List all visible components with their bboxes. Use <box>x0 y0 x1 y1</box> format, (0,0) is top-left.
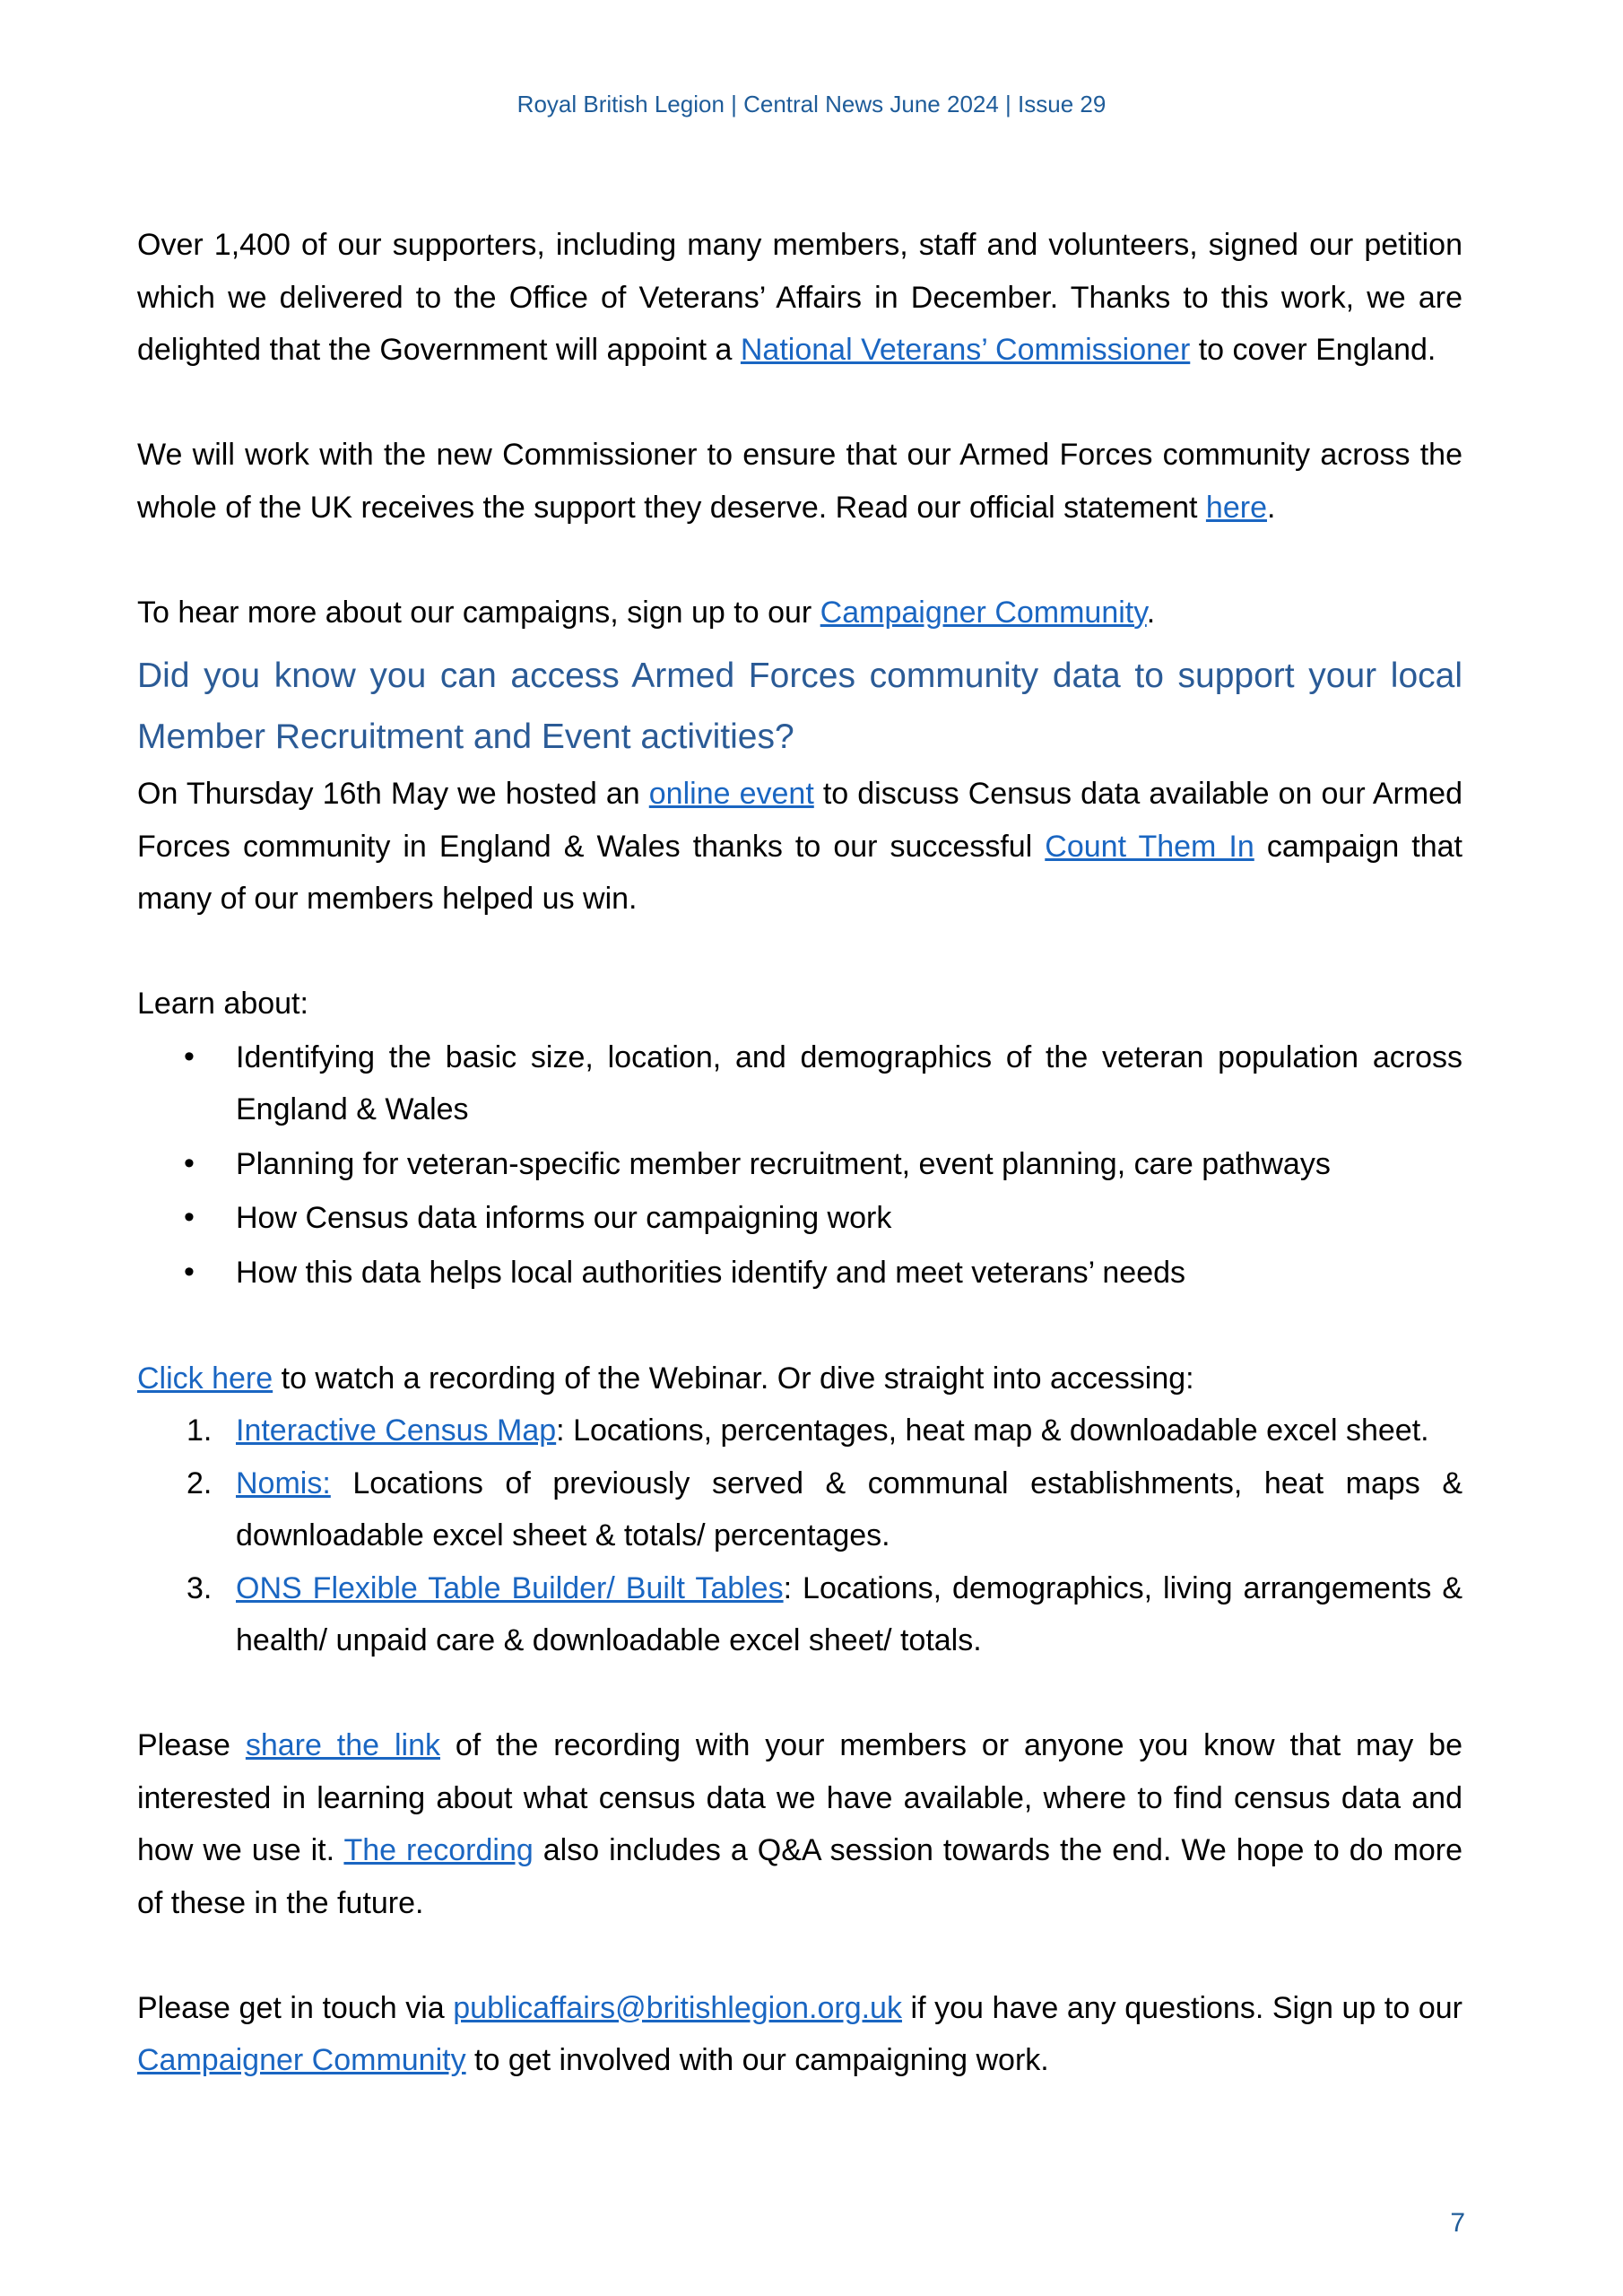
list-item-text: : Locations, demographics, living arrangements & health/ unpaid care & downloadable excel sheet/ totals. <box>236 1570 1462 1657</box>
learn-about-intro: Learn about: <box>137 987 308 1021</box>
list-item <box>137 1246 1462 1300</box>
list-item-text: Identifying the basic size, location, and demographics of the veteran population across England & Wales <box>236 1039 1462 1126</box>
bullet-icon: • <box>184 1254 195 1289</box>
interactive-census-map-link[interactable]: Interactive Census Map <box>236 1413 557 1448</box>
running-header: Royal British Legion | Central News June 2024 | Issue 29 <box>516 91 1107 117</box>
paragraph-text: campaign that many of our members helped us win. <box>137 829 1462 916</box>
list-item <box>137 1191 1462 1246</box>
list-number: 1. <box>187 1413 213 1448</box>
paragraph-text: Please get in touch via <box>137 1990 454 2025</box>
spacer <box>137 926 1462 978</box>
paragraph-campaigns <box>137 587 1462 639</box>
paragraph-text: . <box>1266 490 1276 525</box>
page-number: 7 <box>1450 2208 1465 2238</box>
campaigner-community-link[interactable]: Campaigner Community <box>137 2043 466 2077</box>
online-event-link[interactable]: online event <box>648 777 814 811</box>
paragraph-commissioner <box>137 219 1462 377</box>
list-number: 3. <box>187 1570 213 1605</box>
count-them-in-link[interactable]: Count Them In <box>1045 829 1254 864</box>
list-item <box>137 1457 1462 1562</box>
list-item <box>137 1137 1462 1192</box>
paragraph-share <box>137 1719 1462 1929</box>
bullet-icon: • <box>184 1039 195 1074</box>
paragraph-text: . <box>1146 595 1156 630</box>
spacer <box>137 1300 1462 1352</box>
paragraph-text: to watch a recording of the Webinar. Or dive straight into accessing: <box>273 1361 1194 1396</box>
email-link[interactable]: publicaffairs@britishlegion.org.uk <box>453 1990 902 2025</box>
paragraph-text: To hear more about our campaigns, sign up to our <box>137 595 820 630</box>
list-item-text: How Census data informs our campaigning work <box>236 1201 892 1235</box>
official-statement-link[interactable]: here <box>1205 490 1267 525</box>
list-item-text: How this data helps local authorities identify and meet veterans’ needs <box>236 1255 1186 1290</box>
paragraph-text: On Thursday 16th May we hosted an <box>137 777 649 811</box>
list-number: 2. <box>187 1465 213 1500</box>
spacer <box>137 534 1462 587</box>
spacer <box>137 377 1462 430</box>
list-item <box>137 1031 1462 1137</box>
list-item <box>137 1562 1462 1667</box>
nomis-link[interactable]: Nomis: <box>236 1465 331 1500</box>
spacer <box>137 1929 1462 1982</box>
resources-list <box>137 1405 1462 1667</box>
list-item <box>137 1405 1462 1457</box>
paragraph-recording <box>137 1352 1462 1405</box>
spacer <box>137 1667 1462 1720</box>
list-item-text: Planning for veteran-specific member recruitment, event planning, care pathways <box>236 1146 1331 1181</box>
paragraph-text: We will work with the new Commissioner to ensure that our Armed Forces community across the whole of the UK receives the support they deserve. Read our official statement <box>137 438 1462 525</box>
campaigner-community-link[interactable]: Campaigner Community <box>820 595 1147 630</box>
paragraph-text: also includes a Q&A session towards the end. We hope to do more of these in the future. <box>137 1833 1462 1920</box>
learn-about-list <box>137 1031 1462 1300</box>
paragraph-text: of the recording with your members or anyone you know that may be interested in learning about what census data we have available, where to find census data and how we use it. <box>137 1728 1462 1867</box>
paragraph-statement <box>137 429 1462 534</box>
national-veterans-commissioner-link[interactable]: National Veterans’ Commissioner <box>740 333 1191 367</box>
paragraph-text: to discuss Census data available on our Armed Forces community in England & Wales thanks to our successful <box>137 777 1462 864</box>
paragraph-online-event <box>137 768 1462 926</box>
paragraph-text: if you have any questions. Sign up to our <box>901 1990 1462 2025</box>
bullet-icon: • <box>184 1200 195 1234</box>
paragraph-text: Over 1,400 of our supporters, including many members, staff and volunteers, signed our petition which we delivered to the Office of Veterans’ Affairs in December. Thanks to this work, we are delighted that the Government will appoint a <box>137 228 1462 367</box>
bullet-icon: • <box>184 1145 195 1180</box>
click-here-link[interactable]: Click here <box>137 1361 273 1396</box>
list-item-text: : Locations, percentages, heat map & downloadable excel sheet. <box>556 1413 1429 1448</box>
share-the-link-link[interactable]: share the link <box>245 1728 440 1762</box>
ons-flexible-table-builder-link[interactable]: ONS Flexible Table Builder/ Built Tables <box>236 1570 784 1605</box>
paragraph-contact <box>137 1982 1462 2087</box>
paragraph-text: Please <box>137 1728 246 1762</box>
paragraph-text: to cover England. <box>1190 333 1436 367</box>
article-body <box>137 219 1462 2087</box>
list-item-text: Locations of previously served & communal establishments, heat maps & downloadable excel sheet & totals/ percentages. <box>236 1465 1462 1552</box>
paragraph-text: to get involved with our campaigning work. <box>465 2043 1049 2077</box>
the-recording-link[interactable]: The recording <box>343 1833 534 1867</box>
section-heading: Did you know you can access Armed Forces community data to support your local Member Recruitment and Event activities? <box>137 657 1462 756</box>
